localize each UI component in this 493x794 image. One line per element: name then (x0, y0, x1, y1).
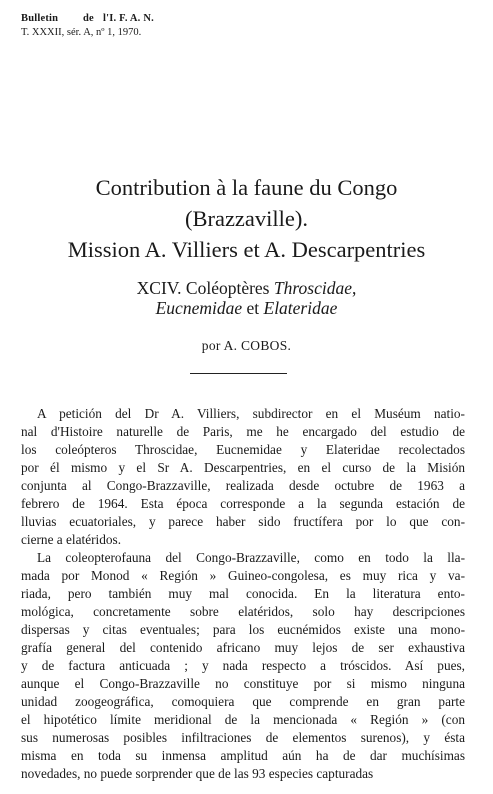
body-line: nal d'Histoire naturelle de Paris, me he encargado del estudio de (21, 424, 465, 439)
body-line: misma en toda su inmensa amplitud aún ha de dar muchísimas (21, 748, 465, 763)
body-line: por él mismo y el Sr A. Descarpentries, en el curso de la Misión (21, 460, 465, 475)
body-line: mológica, concretamente sobre elatéridos, solo hay descripciones (21, 604, 465, 619)
body-line: unidad zoogeográfica, comoquiera que comprende en gran parte (21, 694, 465, 709)
journal-name: Bulletin de l'I. F. A. N. (21, 13, 154, 24)
body-line: el hipotético límite meridional de la mencionada « Región » (con (21, 712, 465, 727)
body-line: conjunta al Congo-Brazzaville, realizada desde octubre de 1963 a (21, 478, 465, 493)
body-line: aunque el Congo-Brazzaville no constituye por si mismo ninguna (21, 676, 465, 691)
separator-rule (190, 373, 287, 374)
body-line: febrero de 1964. Esta época corresponde a la segunda estación de (21, 496, 465, 511)
journal-header (21, 12, 154, 40)
body-line: novedades, no puede sorprender que de las 93 especies capturadas (21, 766, 374, 781)
body-line: riada, pero también muy mal conocida. En la literatura ento- (21, 586, 465, 601)
paragraph-2 (21, 549, 465, 783)
body-line: La coleopterofauna del Congo-Brazzaville, como en todo la lla- (37, 550, 465, 565)
body-line: lluvias ecuatoriales, y parece haber sido fructífera por lo que con- (21, 514, 465, 529)
paragraph-1 (21, 405, 465, 549)
body-line: A petición del Dr A. Villiers, subdirector en el Muséum natio- (37, 406, 465, 421)
article-title: Contribution à la faune du Congo (Brazzaville). Mission A. Villiers et A. Descarpentries (67, 175, 426, 262)
author-line: por A. COBOS. (201, 338, 292, 353)
body-line: mada por Monod « Región » Guineo-congolesa, es muy rica y va- (21, 568, 465, 583)
body-line: y de factura anticuada ; y nada respecto a tróscidos. Así pues, (21, 658, 465, 673)
body-line: dispersas y citas eventuales; para los eucnémidos existe una mono- (21, 622, 465, 637)
article-subtitle: XCIV. Coléoptères Throscidae, Eucnemidae et Elateridae (136, 278, 357, 318)
article-body (21, 405, 465, 783)
journal-volume: T. XXXII, sér. A, nº 1, 1970. (21, 27, 142, 38)
body-line: sus numerosas posibles infiltraciones de elementos surenos), y ésta (21, 730, 465, 745)
body-line: los coleópteros Throscidae, Eucnemidae y Elateridae recolectados (21, 442, 465, 457)
body-line: grafía general del contenido africano muy lejos de ser exhaustiva (21, 640, 465, 655)
body-line: cierne a elatéridos. (21, 532, 122, 547)
